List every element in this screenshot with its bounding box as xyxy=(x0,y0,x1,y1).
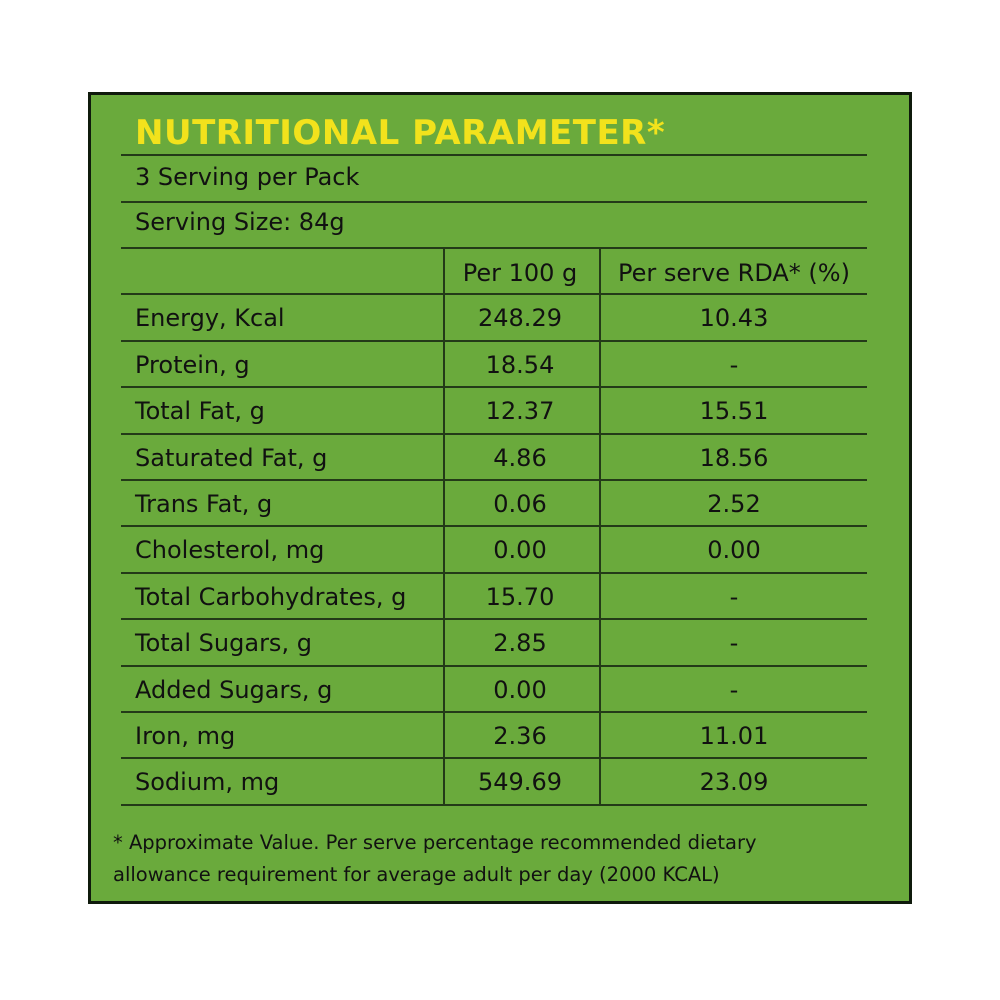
divider xyxy=(121,154,867,156)
per-100g-value: 18.54 xyxy=(485,350,555,379)
rda-value: 11.01 xyxy=(699,722,769,750)
rda-value: 0.00 xyxy=(707,536,761,565)
per-100g-value: 248.29 xyxy=(478,304,562,333)
column-header-per-100g: Per 100 g xyxy=(462,259,578,287)
per-100g-value: 12.37 xyxy=(485,397,555,426)
nutrient-name: Sodium, mg xyxy=(135,768,280,797)
nutrient-name: Saturated Fat, g xyxy=(135,443,328,472)
rda-value: - xyxy=(729,675,739,704)
per-100g-value: 2.36 xyxy=(493,722,547,750)
divider xyxy=(121,247,867,249)
rda-value: 18.56 xyxy=(699,443,769,472)
nutrient-name: Energy, Kcal xyxy=(135,304,285,333)
column-divider xyxy=(599,247,601,804)
nutrient-name: Iron, mg xyxy=(135,722,236,750)
per-100g-value: 4.86 xyxy=(493,443,547,472)
rda-value: 10.43 xyxy=(699,304,769,333)
rda-value: - xyxy=(729,582,739,611)
label-title: NUTRITIONAL PARAMETER* xyxy=(135,113,666,153)
per-100g-value: 549.69 xyxy=(478,768,562,797)
rda-value: - xyxy=(729,350,739,379)
nutrient-name: Added Sugars, g xyxy=(135,675,333,704)
per-100g-value: 0.00 xyxy=(493,536,547,565)
footnote xyxy=(113,827,893,891)
footnote-line: allowance requirement for average adult per day (2000 KCAL) xyxy=(113,863,720,886)
footnote-line: * Approximate Value. Per serve percentage recommended dietary xyxy=(113,831,757,854)
rda-value: 15.51 xyxy=(699,397,769,426)
serving-size: Serving Size: 84g xyxy=(135,208,345,236)
rda-value: 2.52 xyxy=(707,490,761,518)
nutrient-name: Cholesterol, mg xyxy=(135,536,325,565)
per-100g-value: 0.06 xyxy=(493,490,547,518)
nutrient-name: Protein, g xyxy=(135,350,250,379)
nutrient-name: Total Carbohydrates, g xyxy=(135,582,407,611)
nutrient-name: Trans Fat, g xyxy=(135,490,273,518)
column-divider xyxy=(443,247,445,804)
nutrition-label-panel xyxy=(88,92,912,904)
per-100g-value: 15.70 xyxy=(485,582,555,611)
servings-per-pack: 3 Serving per Pack xyxy=(135,163,360,191)
per-100g-value: 0.00 xyxy=(493,675,547,704)
nutrient-name: Total Sugars, g xyxy=(135,629,312,658)
rda-value: 23.09 xyxy=(699,768,769,797)
divider xyxy=(121,201,867,203)
nutrient-name: Total Fat, g xyxy=(135,397,265,426)
per-100g-value: 2.85 xyxy=(493,629,547,658)
rda-value: - xyxy=(729,629,739,658)
divider xyxy=(121,804,867,806)
column-header-rda: Per serve RDA* (%) xyxy=(618,259,850,287)
